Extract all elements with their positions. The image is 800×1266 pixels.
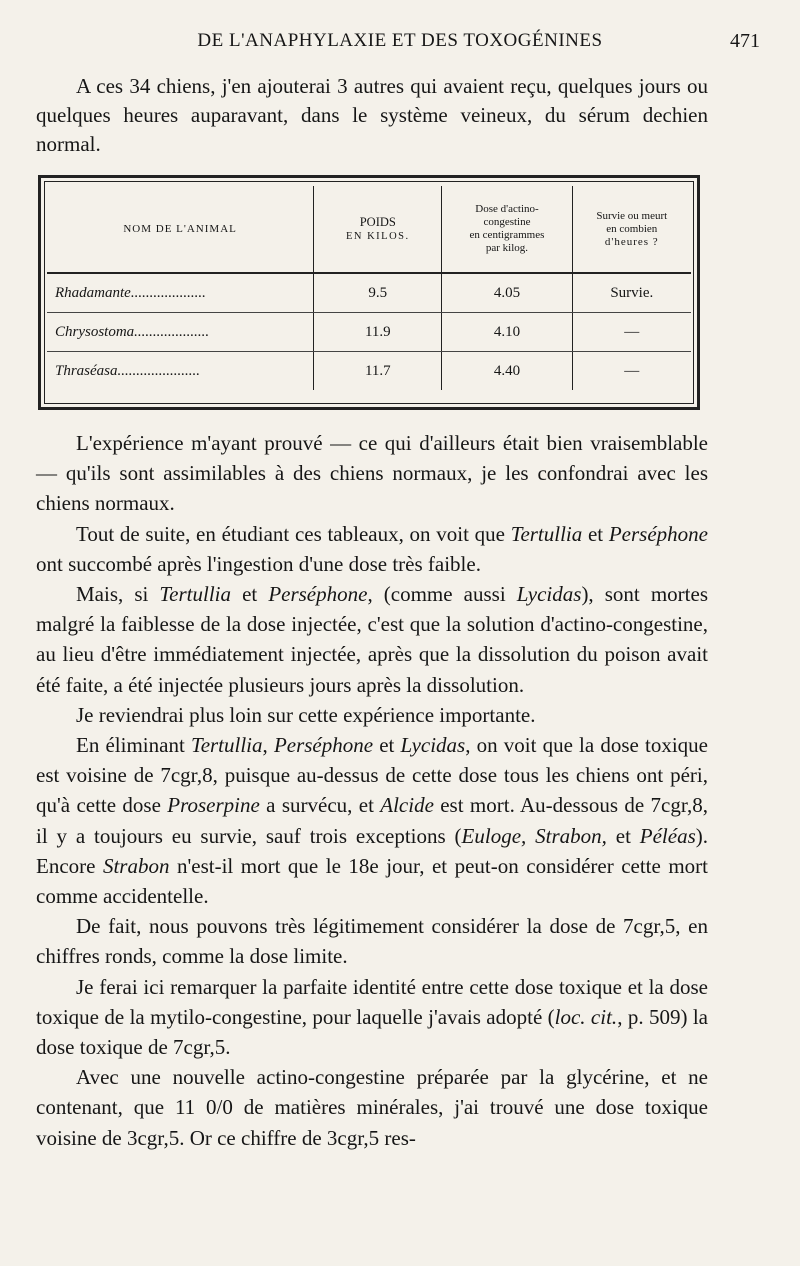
paragraph-1: L'expérience m'ayant prouvé — ce qui d'ailleurs était bien vraisemblable — qu'ils sont assimilables à des chiens normaux, je les confondrai avec les chiens normaux. bbox=[36, 431, 708, 516]
animal-name-italic: Proserpine bbox=[167, 793, 260, 818]
header-survival-line1: Survie ou meurt bbox=[596, 209, 668, 222]
paragraph-6: De fait, nous pouvons très légitimement considérer la dose de 7cgr,5, en chiffres ronds, comme la dose limite. bbox=[36, 914, 708, 969]
animal-name-italic: Perséphone bbox=[268, 582, 368, 607]
header-survival bbox=[572, 186, 691, 273]
header-survival-line3: d'heures ? bbox=[604, 235, 659, 248]
paragraph-3 bbox=[36, 579, 708, 700]
animal-name-italic: Péléas bbox=[639, 823, 696, 848]
header-dose-line3: en centigrammes bbox=[469, 229, 545, 241]
running-title: DE L'ANAPHYLAXIE ET DES TOXOGÉNINES bbox=[197, 30, 603, 51]
cell-weight: 9.5 bbox=[314, 273, 442, 313]
animal-name-italic: Perséphone bbox=[273, 733, 374, 758]
header-dose-line2: congestine bbox=[483, 216, 531, 228]
animal-name-italic: Alcide bbox=[380, 793, 434, 818]
text-run: En éliminant bbox=[76, 733, 191, 758]
text-run: et bbox=[373, 733, 401, 758]
cell-outcome: — bbox=[572, 352, 691, 391]
animal-name-italic: Euloge, Strabon, bbox=[461, 823, 607, 848]
cell-animal-name: Rhadamante.................... bbox=[47, 273, 314, 313]
cell-weight: 11.9 bbox=[314, 313, 442, 352]
cell-dose: 4.05 bbox=[442, 273, 572, 313]
animal-table bbox=[47, 186, 691, 390]
page-number: 471 bbox=[730, 30, 760, 52]
animal-name-italic: Perséphone bbox=[608, 521, 708, 546]
text-run: ont succombé après l'ingestion d'une dose très faible. bbox=[36, 551, 481, 576]
body-text bbox=[36, 428, 708, 1153]
text-run: ). Encore bbox=[36, 823, 709, 878]
cell-animal-name: Thraséasa...................... bbox=[55, 362, 201, 379]
text-run: est mort. Au-dessous de 7cgr,8, il y a toujours eu survie, sauf trois exceptions ( bbox=[36, 793, 708, 848]
table-row bbox=[47, 273, 691, 313]
animal-name-italic: Tertullia bbox=[510, 521, 583, 546]
header-weight bbox=[314, 186, 442, 273]
text-run: Je ferai ici remarquer la parfaite identité entre cette dose toxique et la dose toxique de la mytilo-congestine, pour laquelle j'avais adopté ( bbox=[36, 974, 708, 1029]
header-animal-name: NOM DE L'ANIMAL bbox=[47, 186, 314, 273]
text-run: a survécu, et bbox=[259, 793, 381, 818]
cell-dose: 4.10 bbox=[442, 313, 572, 352]
cell-weight: 11.7 bbox=[314, 352, 442, 391]
text-run: et bbox=[606, 823, 640, 848]
paragraph-5 bbox=[36, 730, 708, 911]
cell-dose: 4.40 bbox=[442, 352, 572, 391]
animal-name-italic: Strabon bbox=[102, 853, 170, 878]
table-row bbox=[47, 313, 691, 352]
cell-outcome: Survie. bbox=[572, 273, 691, 313]
header-dose-line4: par kilog. bbox=[485, 242, 529, 254]
animal-name-italic: Tertullia bbox=[190, 733, 263, 758]
animal-table-frame bbox=[38, 175, 700, 410]
text-run: , bbox=[262, 733, 274, 758]
text-run: Tout de suite, en étudiant ces tableaux, on voit que bbox=[76, 521, 511, 546]
cell-animal-name: Chrysostoma.................... bbox=[47, 313, 314, 352]
paragraph-8: Avec une nouvelle actino-congestine préparée par la glycérine, et ne contenant, que 11 0/0 de matières minérales, j'ai trouvé une dose toxique voisine de 3cgr,5. Or ce chiffre de 3cgr,5 res- bbox=[36, 1065, 708, 1150]
citation-italic: loc. cit. bbox=[554, 1004, 618, 1029]
text-run: n'est-il mort que le 18e jour, et peut-on considérer cette mort comme accidentelle. bbox=[36, 853, 708, 909]
animal-name-italic: Lycidas bbox=[400, 733, 466, 758]
header-weight-line1: POIDS bbox=[359, 214, 396, 229]
header-weight-line2: EN KILOS. bbox=[345, 230, 410, 242]
text-run: ), sont mortes malgré la faiblesse de la dose injectée, c'est que la solution d'actino-congestine, au lieu d'être immédiatement injectée, après que la dissolution du poison avait été faite, a été injectée plusieurs jours après la dissolution. bbox=[36, 582, 708, 697]
header-dose bbox=[442, 186, 572, 273]
animal-name-italic: Lycidas bbox=[516, 582, 582, 607]
header-survival-line2: en combien bbox=[606, 222, 658, 235]
cell-outcome: — bbox=[572, 313, 691, 352]
text-run: , p. 509) la dose toxique de 7cgr,5. bbox=[36, 1004, 708, 1060]
running-head bbox=[36, 28, 764, 54]
table-header-row bbox=[47, 186, 691, 273]
text-run: , on voit que la dose toxique est voisine de 7cgr,8, puisque au-dessus de cette dose tous les chiens ont péri, qu'à cette dose bbox=[36, 733, 708, 818]
text-run: , (comme aussi bbox=[367, 582, 517, 607]
paragraph-2 bbox=[36, 519, 708, 579]
paragraph-7 bbox=[36, 972, 708, 1063]
table-row bbox=[47, 352, 691, 391]
text-run: et bbox=[582, 521, 609, 546]
intro-text bbox=[36, 72, 708, 159]
paragraph-4: Je reviendrai plus loin sur cette expérience importante. bbox=[76, 702, 536, 727]
animal-name-italic: Tertullia bbox=[159, 582, 231, 607]
text-run: et bbox=[231, 582, 269, 607]
text-run: Mais, si bbox=[76, 582, 160, 607]
header-dose-line1: Dose d'actino- bbox=[475, 203, 539, 215]
intro-paragraph: A ces 34 chiens, j'en ajouterai 3 autres qui avaient reçu, quelques jours ou quelques heures auparavant, dans le système veineux, du sérum dechien normal. bbox=[36, 74, 708, 156]
